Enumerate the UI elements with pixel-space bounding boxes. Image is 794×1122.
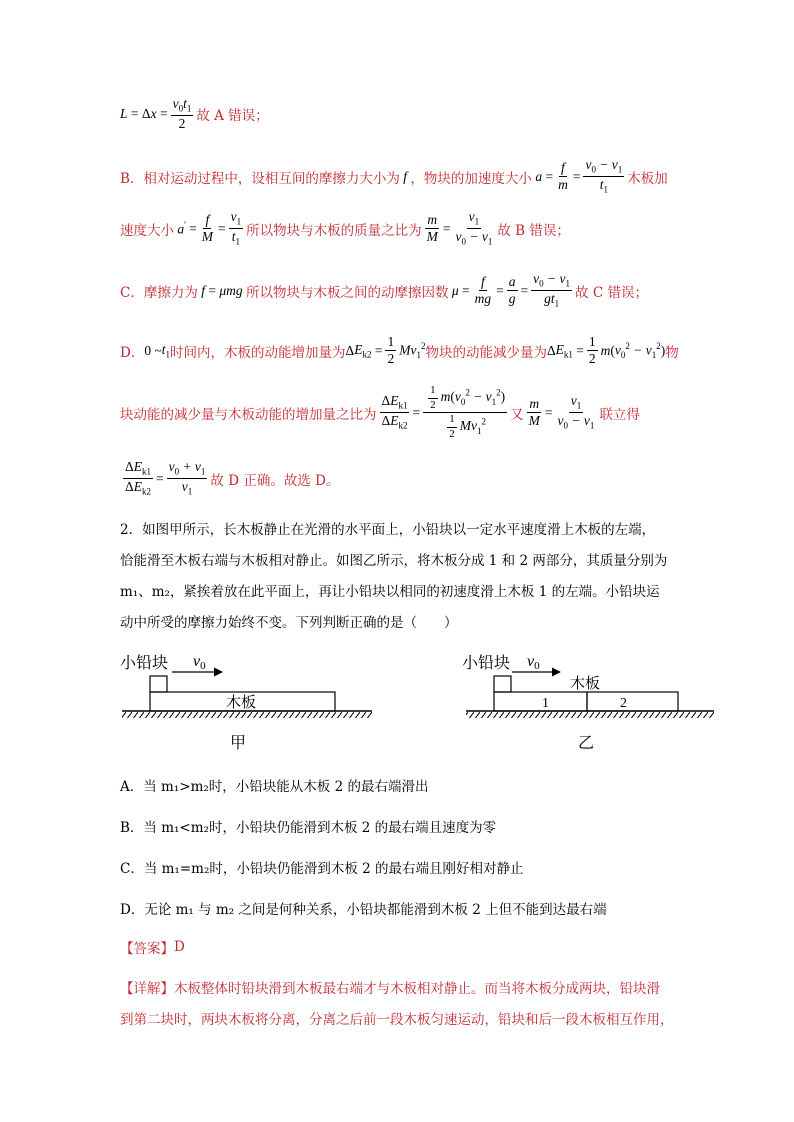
right-velocity-label: v0 [527,653,540,672]
solution-line-d: D． 0 ~ $t_1$ 时间内，木板的动能增加量为 Δ $E_{k2}$ = $\frac{1}{2}$ $Mv_1^2$ 物块的动能减少量为 Δ $E_{k1}$ = $\frac{1}{2}$ m ( $v_0^2 - v_1^2$ ) 物 [120,334,679,367]
line-c-text-3: 故 C 错误； [575,284,648,301]
right-board-1 [494,692,587,711]
line-d-text-1: D． [120,344,145,361]
solution-line-d3: $\frac{\Delta E_{k1}}{\Delta E_{k2}}$ = $\frac{v_0 + v_1}{v_1}$ 故 D 正确。故选 D。 [125,459,340,497]
left-velocity-label: v0 [193,653,206,672]
solution-line-d2: 块动能的减少量与木板动能的增加量之比为 $\frac{\Delta E_{k1}}{\Delta E_{k2}}$ = $\frac{1}{2}$ $m(v_0^2 - v_1^2)$ $\frac{1}{2}$ $Mv_1^2$ 又 $\frac{m}{M}$ = $\frac{v_1}{v_0 - v_1}$ 联立得 [120,384,640,440]
left-block-label: 小铅块 [120,653,169,672]
line-b-text-2: ，物块的加速度大小 [410,170,532,187]
line-d2-text-3: 联立得 [599,406,640,423]
question-line-1: 2．如图甲所示，长木板静止在光滑的水平面上，小铅块以一定水平速度滑上木板的左端， [120,522,656,538]
right-board-label: 木板 [570,674,601,692]
explanation-tag: 【详解】 [120,981,174,997]
line-d2-text-1: 块动能的减少量与木板动能的增加量之比为 [120,406,377,423]
right-ground-hatch [466,712,714,718]
option-a: A．当 m₁>m₂时，小铅块能从木板 2 的最右端滑出 [120,779,429,795]
explanation-text-1: 木板整体时铅块滑到木板最右端才与木板相对静止。而当将木板分成两块，铅块滑 [174,981,660,997]
line-d3-text: 故 D 正确。故选 D。 [210,472,340,489]
right-board-1-label: 1 [542,696,549,711]
line-b-text-3: 木板加 [627,170,668,187]
option-b: B．当 m₁<m₂时，小铅块仍能滑到木板 2 的最右端且速度为零 [120,820,497,836]
line-d2-text-2: 又 [510,406,524,423]
right-board-2-label: 2 [620,696,627,711]
line-d-text-2: 时间内，木板的动能增加量为 [170,344,346,361]
line-b2-text-3: 故 B 错误； [497,222,570,239]
right-caption: 乙 [578,733,595,752]
line-a-text: 故 A 错误； [196,108,269,125]
explanation-line-1 [120,977,660,997]
solution-line-b2: 速度大小 a' = $\frac{f}{M}$ = $\frac{v_1}{t_1}$ 所以物块与木板的质量之比为 $\frac{m}{M}$ = $\frac{v_1}{v_0 - v_1}$ 故 B 错误； [120,209,570,247]
right-board-2 [587,692,678,711]
solution-line-a: L = Δ x = $\frac{v_0t_1}{2}$ 故 A 错误； [120,96,269,132]
left-ground-hatch [122,712,372,718]
answer-tag: 【答案】 [120,941,174,957]
line-d-text-4: 物 [665,344,679,361]
answer-value: D [174,939,185,955]
line-b-text-1: B．相对运动过程中，设相互间的摩擦力大小为 [120,170,400,187]
solution-line-b: B．相对运动过程中，设相互间的摩擦力大小为 f ，物块的加速度大小 a = $\frac{f}{m}$ = $\frac{v_0 - v_1}{t_1}$ 木板加 [120,157,668,195]
left-caption: 甲 [230,733,247,752]
right-block-label: 小铅块 [462,653,511,672]
line-b2-text-2: 所以物块与木板的质量之比为 [246,222,422,239]
explanation-line-2: 到第二块时，两块木板将分离，分离之后前一段木板匀速运动，铅块和后一段木板相互作用， [120,1012,674,1028]
option-c: C．当 m₁=m₂时，小铅块仍能滑到木板 2 的最右端且刚好相对静止 [120,861,524,877]
line-c-text-2: 所以物块与木板之间的动摩擦因数 [246,284,449,301]
solution-line-c: C．摩擦力为 f = μmg 所以物块与木板之间的动摩擦因数 μ = $\frac{f}{mg}$ = $\frac{a}{g}$ = $\frac{v_0 - v_1}{gt_1}$ 故 C 错误； [120,271,648,309]
figure-jia [120,653,372,752]
line-c-text-1: C．摩擦力为 [120,284,198,301]
line-d-text-3: 物块的动能减少量为 [425,344,547,361]
line-b2-text-1: 速度大小 [120,222,174,239]
question-line-3: m₁、m₂，紧挨着放在此平面上，再让小铅块以相同的初速度滑上木板 1 的左端。小铅块运 [120,584,660,600]
left-lead-block [150,676,167,692]
left-board-label: 木板 [226,693,257,711]
answer-line [120,937,185,957]
option-d: D．无论 m₁ 与 m₂ 之间是何种关系，小铅块都能滑到木板 2 上但不能到达最右端 [120,902,607,918]
figure-yi [462,653,714,752]
right-lead-block [494,676,511,692]
question-line-4: 动中所受的摩擦力始终不变。下列判断正确的是（ ） [120,615,458,631]
formula-fraction: $\frac{v_0t_1}{2}$ [172,96,192,132]
question-line-2: 恰能滑至木板右端与木板相对静止。如图乙所示，将木板分成 1 和 2 两部分，其质量分别为 [120,553,668,569]
